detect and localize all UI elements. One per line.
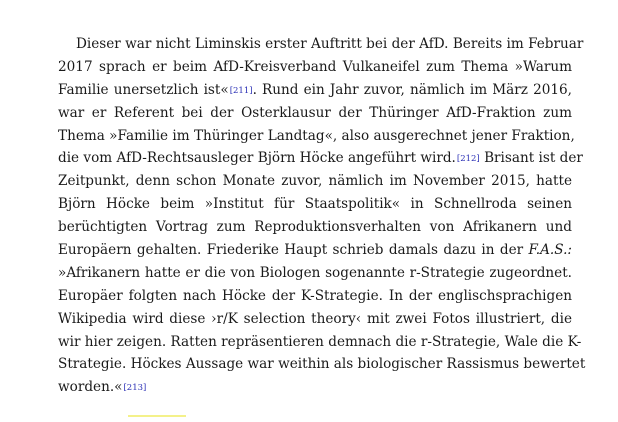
text-line: war er Referent bei der Osterklausur der Thüringer AfD-Fraktion zum bbox=[58, 104, 572, 121]
text-line bbox=[58, 147, 583, 170]
text-line: Zeitpunkt, denn schon Monate zuvor, nämlich im November 2015, hatte bbox=[58, 173, 572, 190]
text-line: 2017 sprach er beim AfD-Kreisverband Vulkaneifel zum Thema »Warum bbox=[58, 58, 572, 75]
footnote-link-212[interactable]: [212] bbox=[456, 154, 480, 165]
text-segment: Europäern gehalten. Friederike Haupt schrieb damals dazu in der bbox=[58, 242, 529, 259]
text-segment: Brisant ist der bbox=[479, 150, 583, 167]
text-line bbox=[58, 376, 572, 399]
footnote-link-213[interactable]: [213] bbox=[123, 383, 147, 394]
text-line: Dieser war nicht Liminskis erster Auftritt bei der AfD. Bereits im Februar bbox=[76, 36, 584, 52]
text-segment: worden.« bbox=[58, 379, 123, 396]
text-segment: . Rund ein Jahr zuvor, nämlich im März 2016, bbox=[252, 81, 572, 98]
text-line: »Afrikanern hatte er die von Biologen sogenannte r-Strategie zugeordnet. bbox=[58, 264, 572, 281]
text-line: Wikipedia wird diese ›r/K selection theory‹ mit zwei Fotos illustriert, die bbox=[58, 310, 572, 327]
text-line bbox=[58, 79, 572, 102]
text-line: Europäer folgten nach Höcke der K-Strategie. In der englischsprachigen bbox=[58, 287, 572, 304]
text-line bbox=[58, 239, 572, 262]
text-line: Strategie. Höckes Aussage war weithin als biologischer Rassismus bewertet bbox=[58, 356, 586, 373]
text-segment: die vom AfD-Rechtsausleger Björn Höcke angeführt wird. bbox=[58, 150, 456, 167]
text-line: Björn Höcke beim »Institut für Staatspolitik« in Schnellroda seinen bbox=[58, 196, 572, 213]
footnote-link-211[interactable]: [211] bbox=[229, 85, 253, 96]
article-body bbox=[58, 33, 586, 399]
selection-highlight bbox=[128, 415, 186, 417]
text-line: wir hier zeigen. Ratten repräsentieren demnach die r-Strategie, Wale die K- bbox=[58, 333, 582, 350]
publication-name: F.A.S.: bbox=[528, 242, 572, 259]
text-line: Thema »Familie im Thüringer Landtag«, also ausgerechnet jener Fraktion, bbox=[58, 127, 575, 144]
text-line: berüchtigten Vortrag zum Reproduktionsverhalten von Afrikanern und bbox=[58, 219, 572, 236]
text-segment: Familie unersetzlich ist« bbox=[58, 81, 229, 98]
